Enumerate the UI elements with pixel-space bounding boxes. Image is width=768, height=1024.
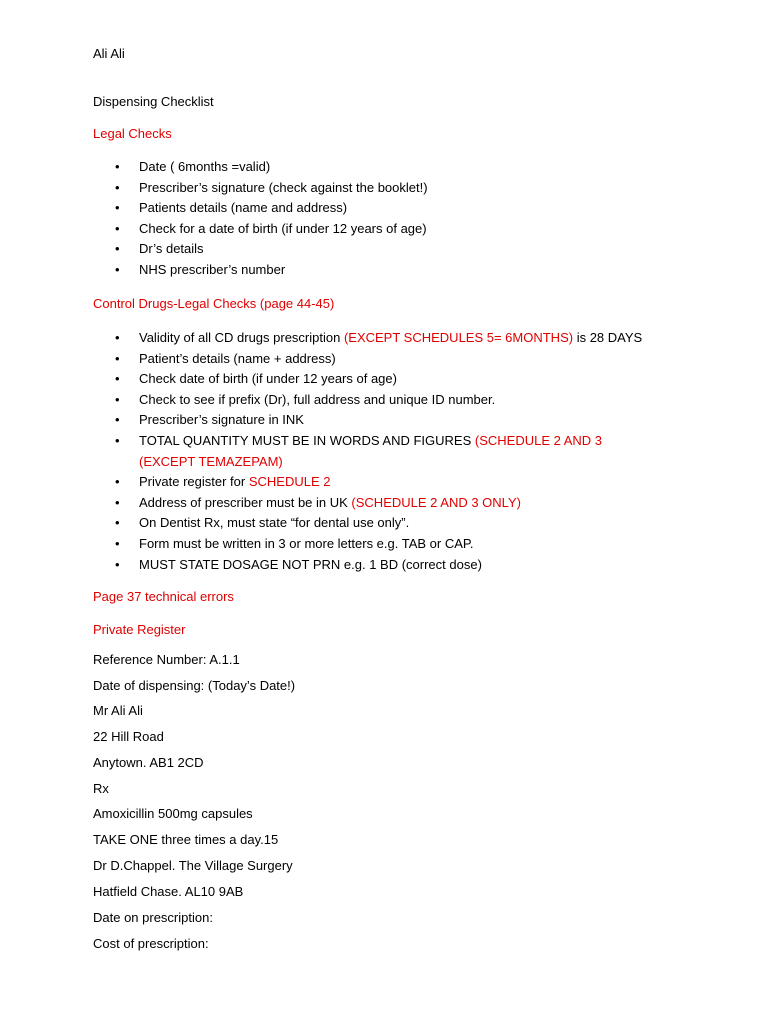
register-line: Dr D.Chappel. The Village Surgery — [93, 858, 293, 873]
bullet-icon: • — [115, 494, 120, 510]
register-line: Date on prescription: — [93, 910, 213, 925]
list-item: • Date ( 6months =valid) — [93, 157, 428, 178]
bullet-icon: • — [115, 241, 120, 257]
list-item: • TOTAL QUANTITY MUST BE IN WORDS AND FIGURES (SCHEDULE 2 AND 3 (EXCEPT TEMAZEPAM) — [115, 432, 603, 469]
register-line: Date of dispensing: (Today’s Date!) — [93, 678, 296, 693]
list-item: • Private register for SCHEDULE 2 — [93, 472, 642, 493]
bullet-icon: • — [115, 261, 120, 277]
register-line: Rx — [93, 781, 109, 796]
bullet-icon: • — [115, 391, 120, 407]
cd-legal-checks-heading: Control Drugs-Legal Checks (page 44-45) — [93, 296, 335, 311]
legal-checks-list — [93, 157, 428, 281]
bullet-icon: • — [115, 330, 120, 345]
register-line: TAKE ONE three times a day.15 — [93, 832, 279, 847]
bullet-icon: • — [115, 556, 120, 572]
private-register-heading: Private Register — [93, 622, 186, 637]
bullet-icon: • — [115, 535, 120, 551]
list-item: • Check to see if prefix (Dr), full address and unique ID number. — [93, 390, 642, 411]
bullet-icon: • — [115, 159, 120, 174]
document-title: Dispensing Checklist — [93, 94, 214, 109]
list-item: • Patient’s details (name + address) — [93, 349, 642, 370]
bullet-icon: • — [115, 515, 120, 531]
list-item: • Prescriber’s signature in INK — [93, 410, 642, 431]
register-line: Cost of prescription: — [93, 936, 209, 951]
register-line: Amoxicillin 500mg capsules — [93, 806, 253, 821]
bullet-icon: • — [115, 432, 120, 448]
list-item: • On Dentist Rx, must state “for dental use only”. — [93, 513, 642, 534]
technical-errors-heading: Page 37 technical errors — [93, 589, 234, 604]
list-item: • Form must be written in 3 or more letters e.g. TAB or CAP. — [93, 534, 642, 555]
register-line: Hatfield Chase. AL10 9AB — [93, 884, 244, 899]
bullet-icon: • — [115, 220, 120, 236]
bullet-icon: • — [115, 179, 120, 195]
bullet-icon: • — [115, 200, 120, 216]
list-item: • Check for a date of birth (if under 12 years of age) — [93, 219, 428, 240]
bullet-icon: • — [115, 474, 120, 490]
list-item: • Dr’s details — [93, 239, 428, 260]
register-line: Anytown. AB1 2CD — [93, 755, 204, 770]
register-line: Mr Ali Ali — [93, 703, 143, 718]
bullet-icon: • — [115, 371, 120, 387]
register-line: Reference Number: A.1.1 — [93, 652, 240, 667]
list-item: • Check date of birth (if under 12 years of age) — [93, 369, 642, 390]
bullet-icon: • — [115, 350, 120, 366]
list-item: • Address of prescriber must be in UK (SCHEDULE 2 AND 3 ONLY) — [93, 493, 642, 514]
author-name: Ali Ali — [93, 46, 125, 61]
list-item: • Prescriber’s signature (check against the booklet!) — [93, 178, 428, 199]
legal-checks-heading: Legal Checks — [93, 126, 172, 141]
cd-checks-list — [93, 328, 642, 575]
list-item: • NHS prescriber’s number — [93, 260, 428, 281]
bullet-icon: • — [115, 412, 120, 428]
register-line: 22 Hill Road — [93, 729, 164, 744]
list-item: • Patients details (name and address) — [93, 198, 428, 219]
list-item: • Validity of all CD drugs prescription (EXCEPT SCHEDULES 5= 6MONTHS) is 28 DAYS — [93, 328, 642, 349]
list-item: • MUST STATE DOSAGE NOT PRN e.g. 1 BD (correct dose) — [93, 555, 642, 576]
